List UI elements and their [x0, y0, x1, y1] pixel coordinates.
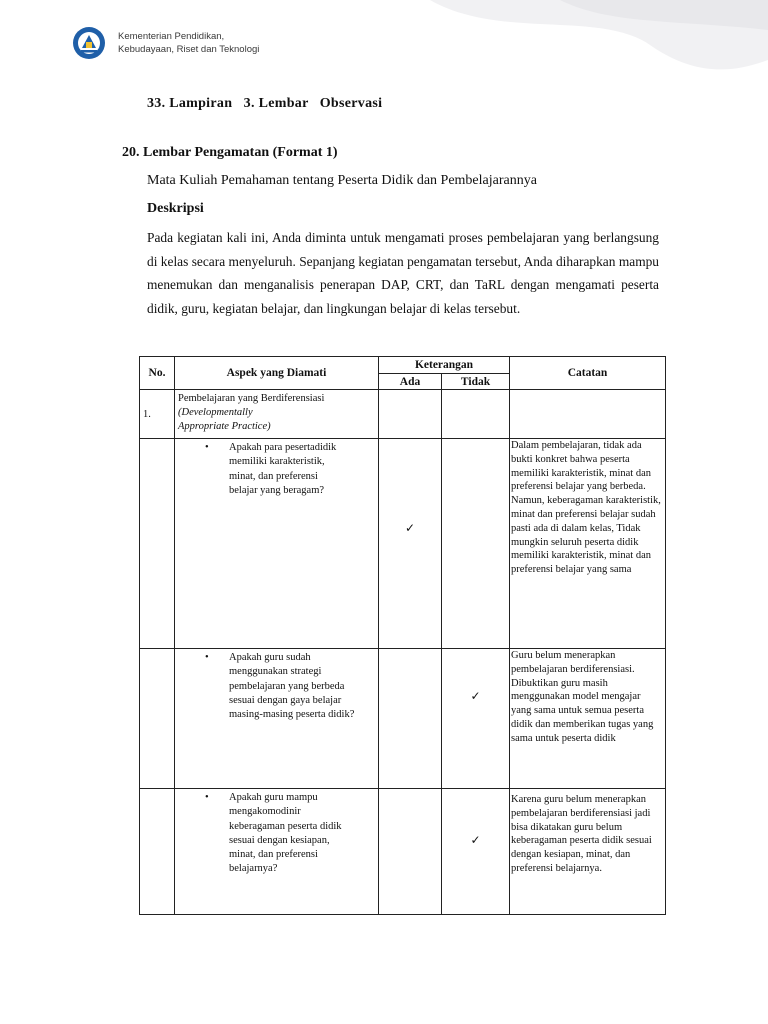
- ministry-line-1: Kementerian Pendidikan,: [118, 31, 225, 42]
- checkmark-icon: ✓: [470, 689, 481, 703]
- bullet-icon: •: [205, 652, 209, 663]
- ministry-line-2: Kebudayaan, Riset dan Teknologi: [118, 44, 260, 55]
- format-heading: 20. Lembar Pengamatan (Format 1): [122, 145, 338, 160]
- question-text: Apakah para pesertadidik memiliki karakteristik, minat, dan preferensi belajar yang beragam?: [229, 442, 337, 496]
- checkmark-icon: ✓: [404, 521, 416, 535]
- page-header: [72, 26, 259, 60]
- bullet-icon: •: [205, 442, 209, 453]
- course-title: Mata Kuliah Pemahaman tentang Peserta Didik dan Pembelajarannya: [147, 173, 537, 188]
- check-tidak-cell: [442, 789, 510, 915]
- section-title: Pembelajaran yang Berdiferensiasi (Developmentally Appropriate Practice): [178, 393, 325, 432]
- header-aspect: Aspek yang Diamati: [175, 357, 379, 390]
- description-heading: Deskripsi: [147, 201, 204, 216]
- header-notes: Catatan: [510, 357, 666, 390]
- bullet-icon: •: [205, 792, 209, 803]
- check-tidak-cell: [442, 649, 510, 789]
- header-no: No.: [140, 357, 175, 390]
- check-ada-cell: [379, 439, 442, 649]
- ministry-name: [118, 30, 259, 56]
- table-row: [140, 789, 666, 915]
- question-text: Apakah guru mampu mengakomodinir keberagaman peserta didik sesuai dengan kesiapan, minat, dan preferensi belajarnya?: [229, 792, 342, 875]
- checkmark-icon: ✓: [470, 833, 481, 847]
- ministry-logo-icon: [72, 26, 106, 60]
- description-paragraph: Pada kegiatan kali ini, Anda diminta untuk mengamati proses pembelajaran yang berlangsung di kelas secara menyeluruh. Sepanjang kegiatan pengamatan tersebut, Anda diharapkan mampu menemukan dan menganalisis penerapan DAP, CRT, dan TaRL dengan mengamati peserta didik, guru, kegiatan belajar, dan lingkungan belajar di kelas tersebut.: [147, 230, 659, 316]
- note-text: Karena guru belum menerapkan pembelajaran berdiferensiasi jadi bisa dikatakan guru belum keberagaman peserta didik sesuai dengan kesiapan, minat, dan preferensi belajarnya.: [511, 794, 652, 874]
- header-remarks: Keterangan: [379, 357, 510, 374]
- table-row: [140, 439, 666, 649]
- observation-table: [139, 356, 666, 915]
- question-text: Apakah guru sudah menggunakan strategi pembelajaran yang berbeda sesuai dengan gaya belajar masing-masing peserta didik?: [229, 652, 355, 721]
- note-text: Guru belum menerapkan pembelajaran berdiferensiasi. Dibuktikan guru masih menggunakan model mengajar yang sama untuk semua peserta didik dan memberikan tugas yang sama untuk peserta didik: [511, 650, 654, 744]
- section-row: [140, 390, 666, 439]
- table-row: [140, 649, 666, 789]
- header-no-col: Tidak: [442, 374, 510, 390]
- note-text: Dalam pembelajaran, tidak ada bukti konkret bahwa peserta memiliki karakteristik, minat dan preferensi belajar yang berbeda. Namun, keberagaman karakteristik, minat dan preferensi belajar sudah pasti ada di dalam kelas, Tidak mungkin seluruh peserta didik memiliki karakteristik, minat dan preferensi belajar yang sama: [511, 440, 661, 576]
- header-yes: Ada: [379, 374, 442, 390]
- section-number: 1.: [143, 409, 151, 420]
- appendix-heading: 33. Lampiran 3. Lembar Observasi: [147, 96, 383, 111]
